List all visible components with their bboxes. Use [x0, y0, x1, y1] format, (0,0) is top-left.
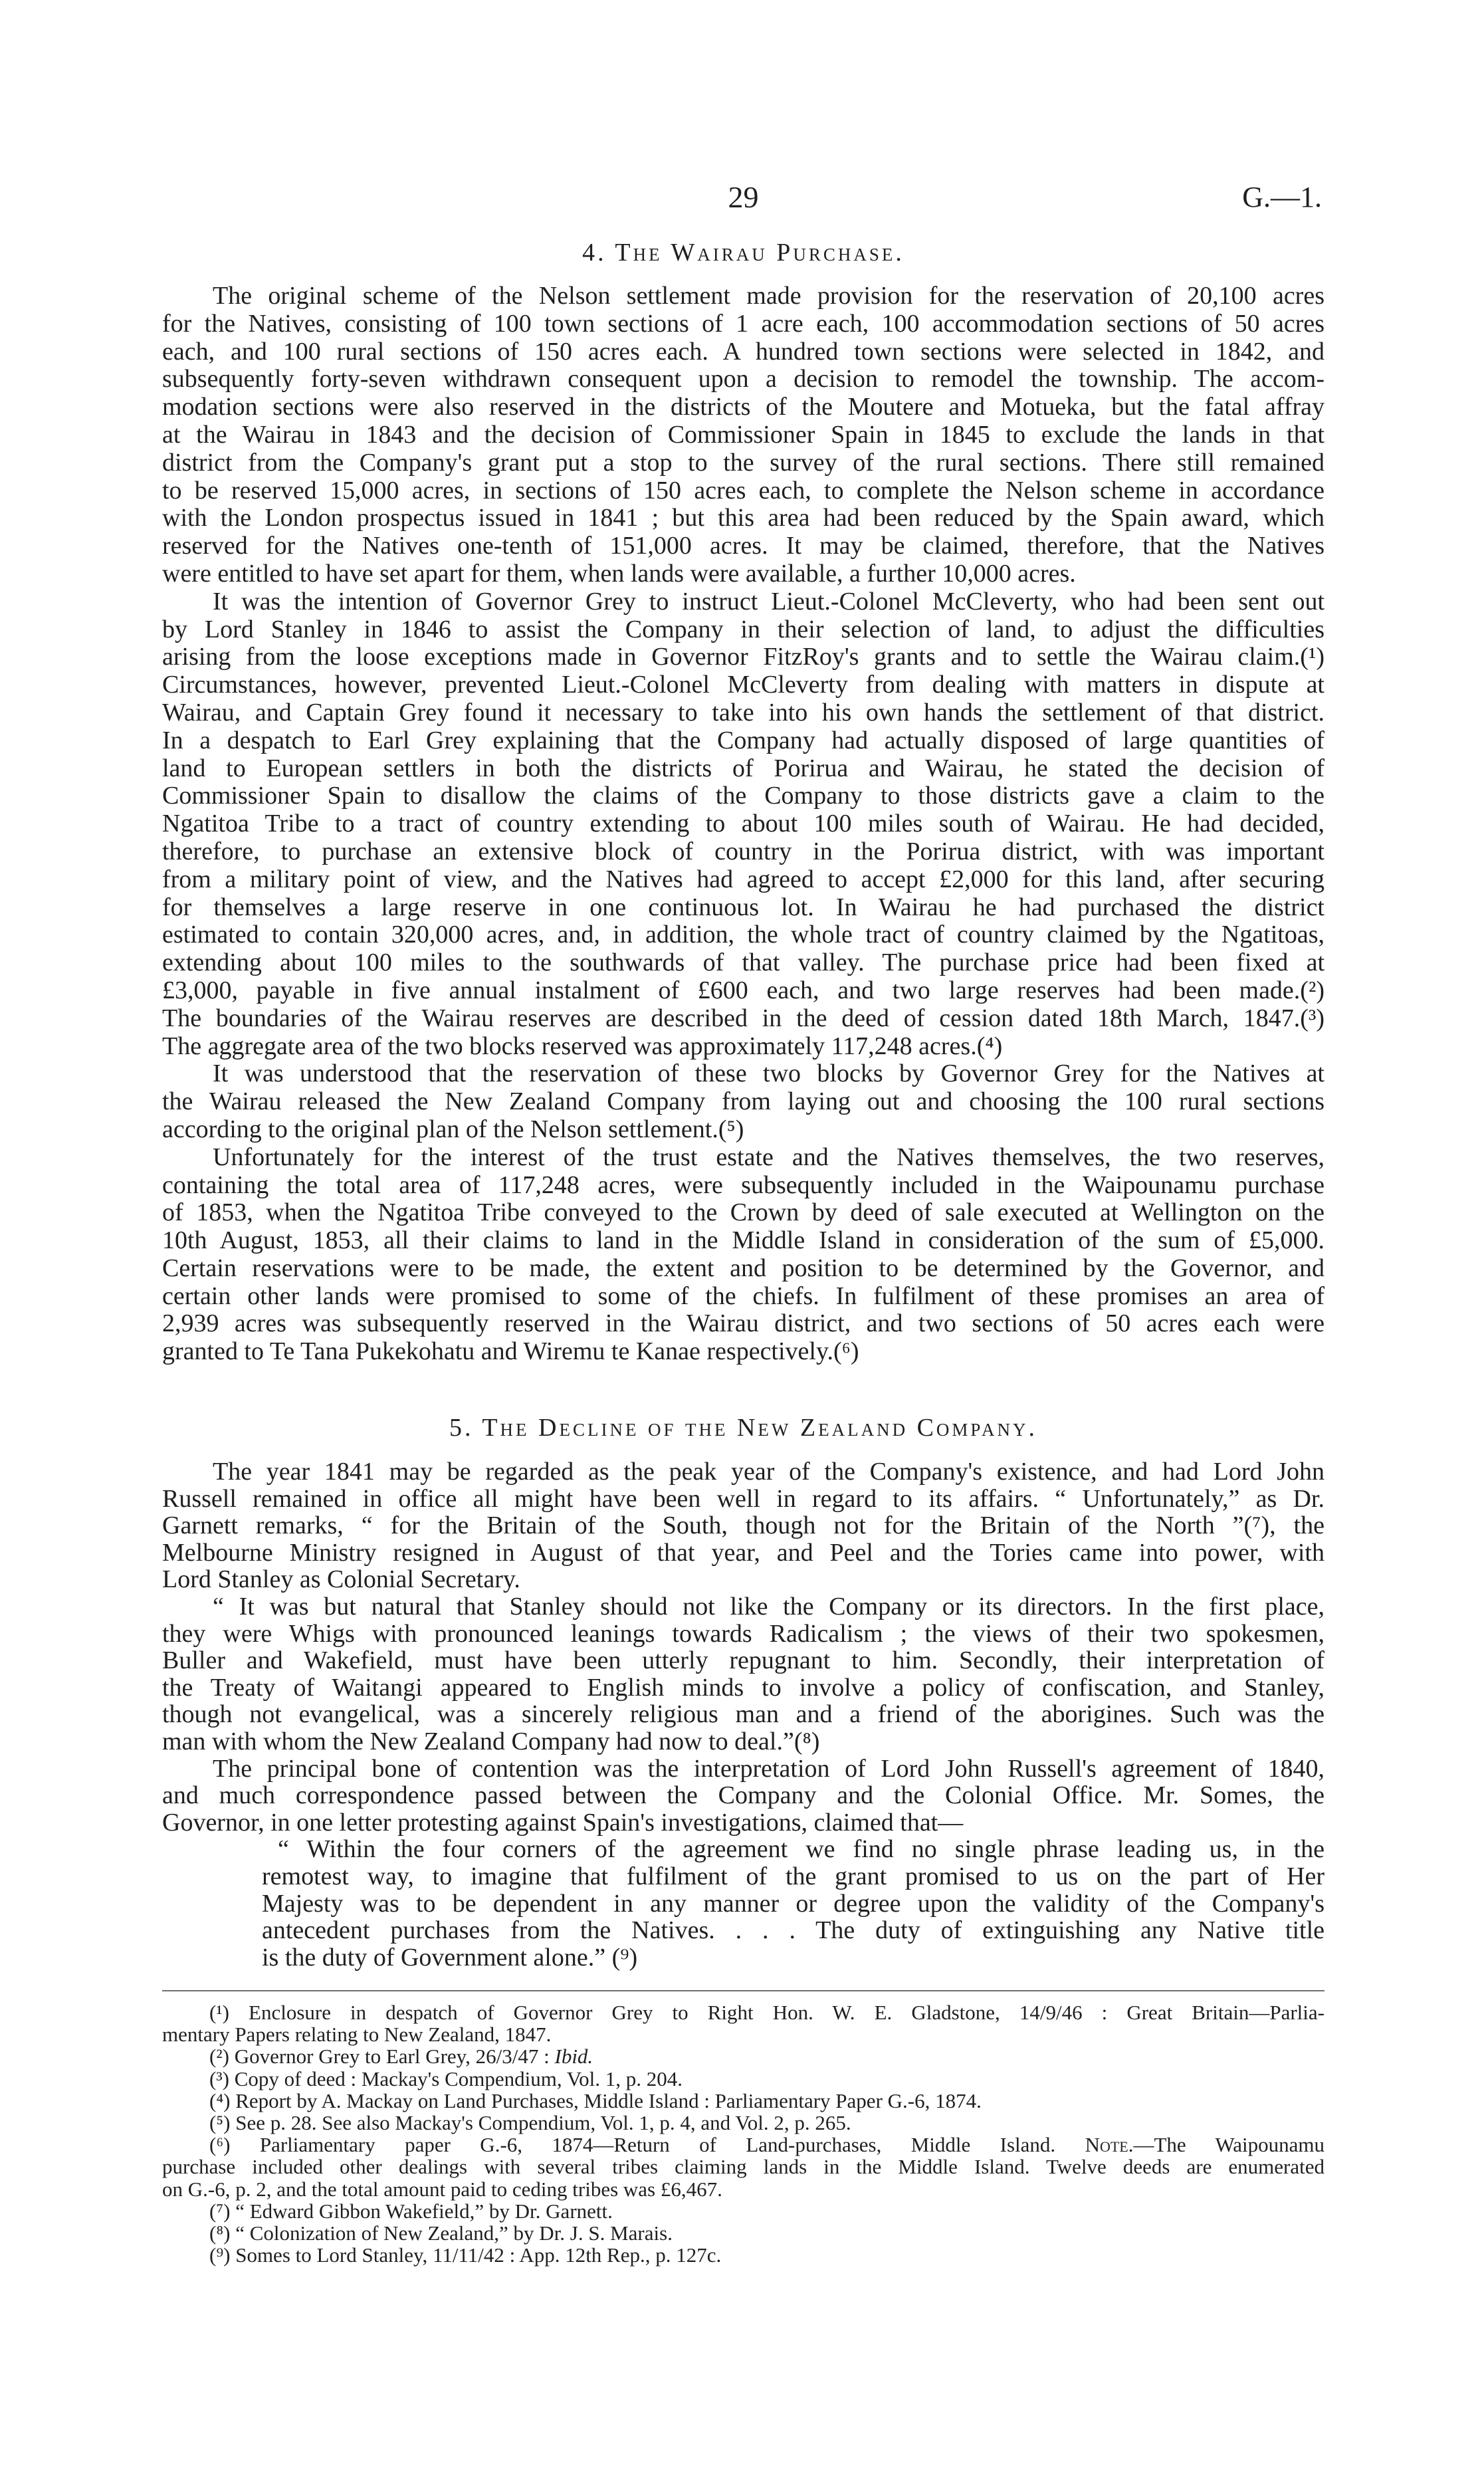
text-line: £3,000, payable in five annual instalment of £600 each, and two large reserves had been made.(²)	[162, 976, 1325, 1004]
text-line: purchase included other dealings with several tribes claiming lands in the Middle Island. Twelve deeds are enumerated	[162, 2155, 1325, 2179]
footnotes	[162, 2001, 1325, 2266]
text-line: It was understood that the reservation of these two blocks by Governor Grey for the Natives at	[213, 1060, 1325, 1088]
text-line: arising from the loose exceptions made in Governor FitzRoy's grants and to settle the Wairau claim.(¹)	[162, 643, 1325, 671]
footnote	[162, 2200, 1325, 2222]
paragraph	[162, 1060, 1325, 1143]
text-line: Certain reservations were to be made, the extent and position to be determined by the Governor, and	[162, 1254, 1325, 1282]
text-line: and much correspondence passed between the Company and the Colonial Office. Mr. Somes, the	[162, 1781, 1325, 1810]
text-line: from a military point of view, and the Natives had agreed to accept £2,000 for this land, after securing	[162, 865, 1325, 893]
text-line: The original scheme of the Nelson settlement made provision for the reservation of 20,100 acres	[213, 282, 1325, 310]
text-line: (⁹) Somes to Lord Stanley, 11/11/42 : App. 12th Rep., p. 127c.	[209, 2243, 722, 2267]
text-line: Garnett remarks, “ for the Britain of the South, though not for the Britain of the North ”(⁷), the	[162, 1512, 1325, 1540]
paragraph	[162, 1755, 1325, 1837]
text-line: (⁷) “ Edward Gibbon Wakefield,” by Dr. Garnett.	[209, 2199, 613, 2223]
text-line: on G.-6, p. 2, and the total amount paid to ceding tribes was £6,467.	[162, 2177, 722, 2201]
text-line: estimated to contain 320,000 acres, and, in addition, the whole tract of country claimed by the Ngatitoas,	[162, 921, 1325, 949]
text-line: Governor, in one letter protesting against Spain's investigations, claimed that—	[162, 1808, 964, 1837]
document-section	[162, 1414, 1325, 1971]
footnote	[162, 2244, 1325, 2266]
text-line: Buller and Wakefield, must have been utterly repugnant to him. Secondly, their interpretation of	[162, 1646, 1325, 1675]
text-line: were entitled to have set apart for them, when lands were available, a further 10,000 acres.	[162, 559, 1076, 588]
text-line: subsequently forty-seven withdrawn consequent upon a decision to remodel the township. The accom-	[162, 365, 1325, 393]
text-line: modation sections were also reserved in the districts of the Moutere and Motueka, but the fatal affray	[162, 393, 1325, 421]
text-line: Lord Stanley as Colonial Secretary.	[162, 1565, 520, 1594]
text-line: therefore, to purchase an extensive block of country in the Porirua district, with was important	[162, 837, 1325, 865]
italic-text: Ibid.	[554, 2045, 593, 2069]
document-section	[162, 239, 1325, 1366]
text-line: Ngatitoa Tribe to a tract of country extending to about 100 miles south of Wairau. He had decided,	[162, 810, 1325, 838]
text-line: The year 1841 may be regarded as the peak year of the Company's existence, and had Lord John	[213, 1458, 1325, 1486]
text-line: “ It was but natural that Stanley should not like the Company or its directors. In the first place,	[213, 1592, 1325, 1621]
text-line: the Treaty of Waitangi appeared to English minds to involve a policy of confiscation, and Stanley,	[162, 1673, 1325, 1702]
text-line: “ Within the four corners of the agreement we find no single phrase leading us, in the	[278, 1835, 1325, 1864]
text-line: for the Natives, consisting of 100 town sections of 1 acre each, 100 accommodation sections of 50 acres	[162, 309, 1325, 338]
page-reference: G.—1.	[1242, 181, 1322, 213]
text-line: at the Wairau in 1843 and the decision of Commissioner Spain in 1845 to exclude the lands in that	[162, 420, 1325, 449]
text-line: (³) Copy of deed : Mackay's Compendium, Vol. 1, p. 204.	[209, 2067, 683, 2090]
paragraph	[162, 1593, 1325, 1755]
text-line: 2,939 acres was subsequently reserved in the Wairau district, and two sections of 50 acres each were	[162, 1309, 1325, 1338]
text-line: the Wairau released the New Zealand Company from laying out and choosing the 100 rural sections	[162, 1087, 1325, 1116]
text-line	[162, 2045, 1325, 2067]
text-line: Commissioner Spain to disallow the claims of the Company to those districts gave a claim to the	[162, 782, 1325, 810]
footnote	[162, 2090, 1325, 2112]
footnote	[162, 2068, 1325, 2090]
text-line: for themselves a large reserve in one continuous lot. In Wairau he had purchased the district	[162, 893, 1325, 921]
text-line: (⁸) “ Colonization of New Zealand,” by Dr. J. S. Marais.	[209, 2221, 673, 2245]
page-number: 29	[728, 180, 759, 214]
text-line: though not evangelical, was a sincerely religious man and a friend of the aborigines. Such was the	[162, 1700, 1325, 1729]
text-line: they were Whigs with pronounced leanings towards Radicalism ; the views of their two spokesmen,	[162, 1619, 1325, 1648]
text-line: antecedent purchases from the Natives. . . . The duty of extinguishing any Native title	[262, 1916, 1325, 1945]
text-line: Wairau, and Captain Grey found it necessary to take into his own hands the settlement of that district.	[162, 698, 1325, 727]
text-line: The boundaries of the Wairau reserves are described in the deed of cession dated 18th March, 1847.(³)	[162, 1004, 1325, 1032]
section-heading: 4. The Wairau Purchase.	[582, 239, 904, 267]
paragraph	[162, 1144, 1325, 1366]
text-line: each, and 100 rural sections of 150 acres each. A hundred town sections were selected in 1842, and	[162, 337, 1325, 366]
footnote	[162, 2001, 1325, 2045]
paragraph	[162, 1458, 1325, 1593]
text-line: The aggregate area of the two blocks reserved was approximately 117,248 acres.(⁴)	[162, 1032, 1003, 1060]
text-line: extending about 100 miles to the southwards of that valley. The purchase price had been fixed at	[162, 949, 1325, 977]
paragraph	[162, 588, 1325, 1061]
text-line: Russell remained in office all might have been well in regard to its affairs. “ Unfortunately,” as Dr.	[162, 1484, 1325, 1513]
text-line: certain other lands were promised to some of the chiefs. In fulfilment of these promises an area of	[162, 1282, 1325, 1310]
text-line: (⁴) Report by A. Mackay on Land Purchases, Middle Island : Parliamentary Paper G.-6, 1874.	[209, 2088, 982, 2112]
text-line: of 1853, when the Ngatitoa Tribe conveyed to the Crown by deed of sale executed at Wellington on the	[162, 1198, 1325, 1227]
footnote	[162, 2222, 1325, 2244]
text-run: (⁶) Parliamentary paper G.-6, 1874—Return of Land-purchases, Middle Island.	[209, 2133, 1085, 2157]
text-line	[162, 2134, 1325, 2156]
text-line: to be reserved 15,000 acres, in sections of 150 acres each, to complete the Nelson scheme in accordance	[162, 476, 1325, 504]
text-run: (²) Governor Grey to Earl Grey, 26/3/47 :	[209, 2045, 555, 2069]
text-line: reserved for the Natives one-tenth of 151,000 acres. It may be claimed, therefore, that the Natives	[162, 532, 1325, 560]
paragraph	[162, 282, 1325, 588]
text-line: In a despatch to Earl Grey explaining that the Company had actually disposed of large quantities of	[162, 726, 1325, 754]
text-line: with the London prospectus issued in 1841 ; but this area had been reduced by the Spain award, which	[162, 504, 1325, 532]
footnote	[162, 2045, 1325, 2067]
small-caps-text: Note.	[1085, 2133, 1134, 2157]
text-line: containing the total area of 117,248 acres, were subsequently included in the Waipounamu purchase	[162, 1171, 1325, 1199]
footnote	[162, 2134, 1325, 2200]
text-line: Unfortunately for the interest of the trust estate and the Natives themselves, the two reserves,	[213, 1143, 1325, 1171]
text-line: remotest way, to imagine that fulfilment of the grant promised to us on the part of Her	[262, 1862, 1325, 1890]
text-line: land to European settlers in both the districts of Porirua and Wairau, he stated the decision of	[162, 754, 1325, 782]
text-line: Majesty was to be dependent in any manner or degree upon the validity of the Company's	[262, 1889, 1325, 1918]
text-line: The principal bone of contention was the interpretation of Lord John Russell's agreement of 1840,	[213, 1754, 1325, 1783]
text-line: man with whom the New Zealand Company had now to deal.”(⁸)	[162, 1727, 820, 1755]
block-quote	[262, 1836, 1325, 1971]
text-line: granted to Te Tana Pukekohatu and Wiremu te Kanae respectively.(⁶)	[162, 1337, 859, 1366]
text-run: —The Waipounamu	[1133, 2133, 1325, 2157]
text-line: (¹) Enclosure in despatch of Governor Grey to Right Hon. W. E. Gladstone, 14/9/46 : Great Britain—Parlia-	[209, 2001, 1325, 2024]
text-line: (⁵) See p. 28. See also Mackay's Compendium, Vol. 1, p. 4, and Vol. 2, p. 265.	[209, 2110, 851, 2134]
text-line: mentary Papers relating to New Zealand, 1847.	[162, 2023, 552, 2047]
text-line: district from the Company's grant put a stop to the survey of the rural sections. There still remained	[162, 448, 1325, 477]
text-line: according to the original plan of the Nelson settlement.(⁵)	[162, 1115, 744, 1143]
text-line: It was the intention of Governor Grey to instruct Lieut.-Colonel McCleverty, who had been sent out	[213, 587, 1325, 616]
footnote-rule	[162, 1990, 1325, 1991]
footnote	[162, 2112, 1325, 2134]
text-line: 10th August, 1853, all their claims to land in the Middle Island in consideration of the sum of £5,000.	[162, 1226, 1325, 1255]
page-header	[162, 181, 1325, 214]
text-line: Melbourne Ministry resigned in August of that year, and Peel and the Tories came into power, with	[162, 1538, 1325, 1567]
text-line: is the duty of Government alone.” (⁹)	[262, 1943, 638, 1971]
text-line: Circumstances, however, prevented Lieut.-Colonel McCleverty from dealing with matters in dispute at	[162, 671, 1325, 699]
section-heading: 5. The Decline of the New Zealand Company.	[449, 1414, 1037, 1442]
text-line: by Lord Stanley in 1846 to assist the Company in their selection of land, to adjust the difficulties	[162, 615, 1325, 643]
